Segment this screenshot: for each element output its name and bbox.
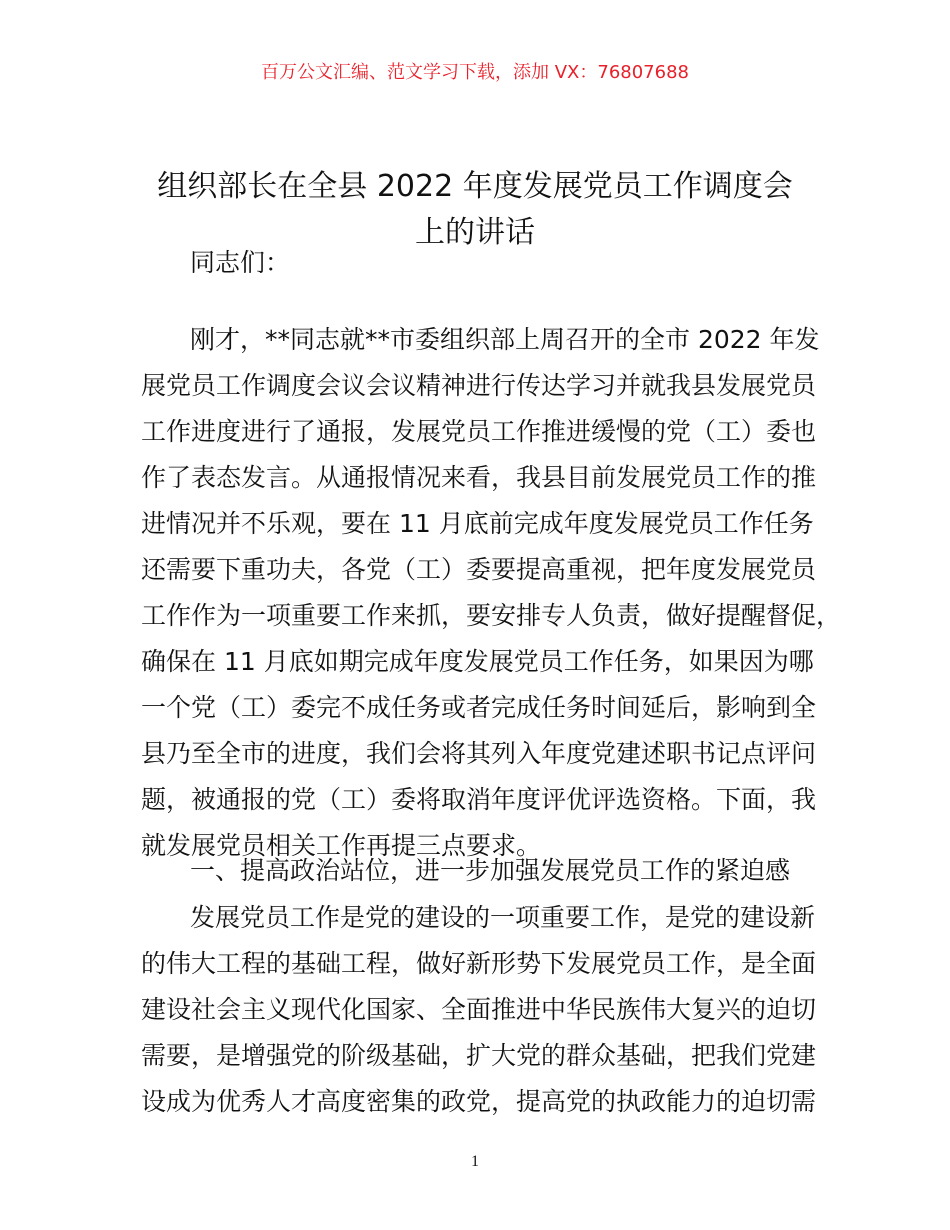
salutation: 同志们：: [190, 248, 291, 277]
paragraph-line: 县乃至全市的进度，我们会将其列入年度党建述职书记点评问: [141, 739, 817, 768]
paragraph-line: 展党员工作调度会议会议精神进行传达学习并就我县发展党员: [141, 371, 817, 400]
paragraph-line: 发展党员工作是党的建设的一项重要工作，是党的建设新: [190, 903, 816, 932]
page-number: 1: [471, 1153, 479, 1170]
paragraph-line: 工作进度进行了通报，发展党员工作推进缓慢的党（工）委也: [141, 417, 817, 446]
paragraph-line: 设成为优秀人才高度密集的政党，提高党的执政能力的迫切需: [141, 1087, 817, 1116]
section-heading-1: 一、提高政治站位，进一步加强发展党员工作的紧迫感: [190, 856, 791, 885]
download-notice: 百万公文汇编、范文学习下载，添加 VX：76807688: [261, 62, 689, 83]
paragraph-line: 确保在 11 月底如期完成年度发展党员工作任务，如果因为哪: [141, 647, 814, 676]
paragraph-line: 建设社会主义现代化国家、全面推进中华民族伟大复兴的迫切: [141, 995, 817, 1024]
paragraph-line: 就发展党员相关工作再提三点要求。: [141, 831, 542, 860]
document-title-line-2: 上的讲话: [415, 215, 535, 250]
paragraph-line: 作了表态发言。从通报情况来看，我县目前发展党员工作的推: [141, 463, 817, 492]
paragraph-line: 的伟大工程的基础工程，做好新形势下发展党员工作，是全面: [141, 949, 817, 978]
paragraph-line: 一个党（工）委完不成任务或者完成任务时间延后，影响到全: [141, 693, 817, 722]
paragraph-line: 还需要下重功夫，各党（工）委要提高重视，把年度发展党员: [141, 555, 817, 584]
paragraph-line: 题，被通报的党（工）委将取消年度评优评选资格。下面，我: [141, 785, 817, 814]
document-title-line-1: 组织部长在全县 2022 年度发展党员工作调度会: [157, 169, 793, 204]
paragraph-line: 进情况并不乐观，要在 11 月底前完成年度发展党员工作任务: [141, 509, 814, 538]
paragraph-line: 工作作为一项重要工作来抓，要安排专人负责，做好提醒督促，: [141, 601, 842, 630]
paragraph-line: 刚才，**同志就**市委组织部上周召开的全市 2022 年发: [190, 325, 820, 354]
paragraph-line: 需要，是增强党的阶级基础，扩大党的群众基础，把我们党建: [141, 1041, 817, 1070]
